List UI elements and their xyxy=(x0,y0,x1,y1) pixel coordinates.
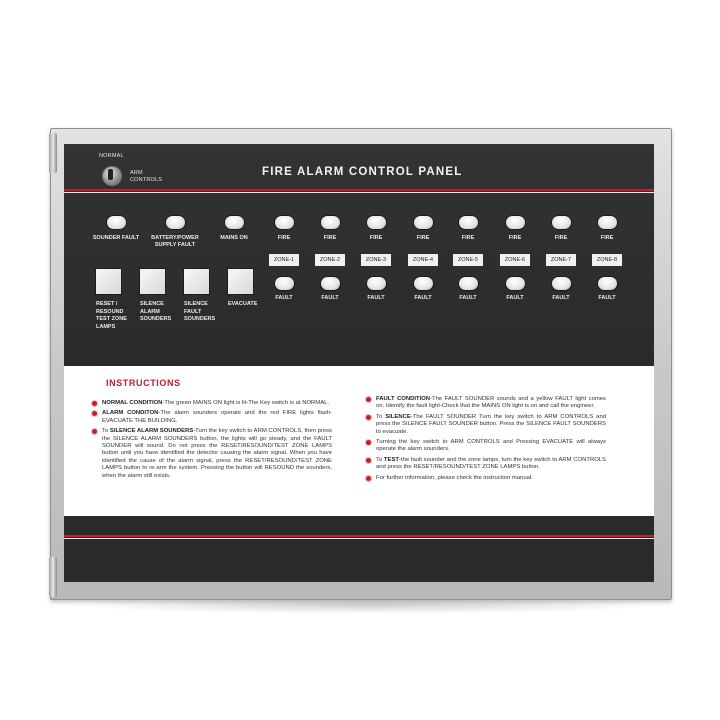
zone-4-tag: ZONE-4 xyxy=(408,254,438,266)
bottom-divider-red xyxy=(64,535,654,537)
bullet-icon xyxy=(92,411,97,416)
zone-1-fire-led xyxy=(275,216,294,229)
instruction-prefix: To xyxy=(102,428,110,435)
panel-title: FIRE ALARM CONTROL PANEL xyxy=(262,166,463,178)
mains-on-label: MAINS ON xyxy=(220,235,248,241)
zone-5-fire-label: FIRE xyxy=(461,235,475,241)
instruction-text: Turning the key switch to ARM CONTROLS and Pressing EVACUATE will always operate the alarm sounders. xyxy=(376,439,606,453)
battery-power-fault-led xyxy=(166,216,185,229)
instruction-text: -The alarm sounders operate and the red FIRE lights flash-EVACUATE THE BUILDING. xyxy=(102,410,332,424)
zone-8-fault-led xyxy=(598,277,617,290)
zone-7-fault-led xyxy=(552,277,571,290)
zone-3-fault-label: FAULT xyxy=(367,295,385,301)
zone-2-fault-label: FAULT xyxy=(321,295,339,301)
instructions-heading: INSTRUCTIONS xyxy=(106,378,181,388)
bullet-icon xyxy=(366,458,371,463)
hinge-bottom xyxy=(49,557,57,597)
supply-fault-label: SUPPLY FAULT xyxy=(154,242,196,248)
zone-8-fault-label: FAULT xyxy=(598,295,616,301)
instruction-item xyxy=(366,396,606,411)
instruction-text: -the fault sounder and the zone lamps, turn the key switch to ARM CONTROLS and press the RESET/RESOUND/TEST ZONE LAMPS button. xyxy=(376,456,606,471)
zone-6-fault-led xyxy=(506,277,525,290)
zone-7-fire-led xyxy=(552,216,571,229)
instruction-item xyxy=(366,439,606,454)
bullet-icon xyxy=(366,397,371,402)
battery-power-label: BATTERY/POWER xyxy=(151,235,199,241)
zone-2-fire-led xyxy=(321,216,340,229)
zone-4-fire-led xyxy=(414,216,433,229)
title-divider-white xyxy=(64,192,654,193)
zone-4-fault-led xyxy=(414,277,433,290)
zone-1-fire-label: FIRE xyxy=(277,235,291,241)
zone-1-fault-led xyxy=(275,277,294,290)
reset-label-line-4: LAMPS xyxy=(96,323,116,330)
zone-4-fire-label: FIRE xyxy=(416,235,430,241)
instructions-right-column xyxy=(366,396,606,485)
zone-2-tag: ZONE-2 xyxy=(315,254,345,266)
instruction-text: -The green MAINS ON light is lit-The Key switch is at NORMAL. xyxy=(162,400,330,406)
silence-fault-line-1: SILENCE xyxy=(184,301,208,307)
zone-3-fire-label: FIRE xyxy=(369,235,383,241)
bullet-icon xyxy=(92,429,97,434)
silence-alarm-line-3: SOUNDERS xyxy=(140,316,172,322)
sounder-fault-label: SOUNDER FAULT xyxy=(92,235,140,241)
keyswitch-normal-label: NORMAL xyxy=(99,153,124,159)
zone-8-tag: ZONE-8 xyxy=(592,254,622,266)
instruction-item xyxy=(366,414,606,436)
instruction-text: For further information, please check the instruction manual. xyxy=(376,474,533,481)
reset-resound-test-label xyxy=(96,301,140,331)
silence-fault-line-2: FAULT xyxy=(184,308,202,315)
instructions-left-column xyxy=(92,400,332,483)
silence-fault-sounders-button[interactable] xyxy=(184,269,209,294)
bottom-band xyxy=(64,516,654,582)
zone-6-fire-led xyxy=(506,216,525,229)
hinge-top xyxy=(49,133,57,173)
reset-label-line-2: RESOUND xyxy=(96,308,124,315)
zone-4-fault-label: FAULT xyxy=(414,295,432,301)
reset-label-line-3: TEST ZONE xyxy=(96,316,127,322)
key-slot-icon xyxy=(108,169,113,180)
instruction-text: -The FAULT SOUNDER Turn the key switch to ARM CONTROLS and press the SILENCE FAULT SOUNDER button. Press the SILENCE FAULT SOUNDERS to evacuate. xyxy=(376,413,606,435)
instruction-bold: SILENCE xyxy=(385,413,411,420)
instruction-text: -Turn the key switch to ARM CONTROLS, then press the SILENCE ALARM SOUNDERS button, the lights will go steady, and the FAULT SOUNDER will sound. Do not press the RESET/RESOUND/TEST ZONE LAMPS button until you have identified the detector causing the alarm signal. When you have identified the cause of the alarm signal, press the RESET/RESOUND/TEST ZONE LAMPS button to re-arm the system. Pressing the button will RESOUND the sounders, when the alarm still exists. xyxy=(102,428,332,479)
instruction-item xyxy=(366,457,606,472)
zone-6-fault-label: FAULT xyxy=(506,295,524,301)
instruction-item xyxy=(92,428,332,480)
silence-fault-line-3: SOUNDERS xyxy=(184,316,216,322)
keyswitch-controls-label: CONTROLS xyxy=(130,177,163,183)
zone-5-tag: ZONE-5 xyxy=(453,254,483,266)
reset-label-line-1: RESET / xyxy=(96,301,118,307)
zone-8-fire-label: FIRE xyxy=(600,235,614,241)
evacuate-label-line-1: EVACUATE xyxy=(228,301,258,307)
zone-1-tag: ZONE-1 xyxy=(269,254,299,266)
instruction-prefix: To xyxy=(376,413,386,420)
bottom-divider-white xyxy=(64,538,654,539)
zone-6-fire-label: FIRE xyxy=(508,235,522,241)
control-panel-face xyxy=(64,144,654,582)
instruction-bold: TEST xyxy=(383,456,399,463)
instruction-bold: FAULT CONDITION xyxy=(376,396,431,402)
silence-fault-sounders-label xyxy=(184,301,228,324)
zone-7-fire-label: FIRE xyxy=(554,235,568,241)
zone-3-tag: ZONE-3 xyxy=(361,254,391,266)
mains-on-led xyxy=(225,216,244,229)
instruction-prefix: To xyxy=(376,456,384,463)
silence-alarm-sounders-label xyxy=(140,301,184,324)
zone-2-fire-label: FIRE xyxy=(323,235,337,241)
zone-6-tag: ZONE-6 xyxy=(500,254,530,266)
silence-alarm-line-1: SILENCE xyxy=(140,301,164,307)
title-divider-red xyxy=(64,189,654,191)
reset-resound-test-button[interactable] xyxy=(96,269,121,294)
silence-alarm-line-2: ALARM xyxy=(140,308,160,315)
instruction-item xyxy=(366,475,606,482)
zone-3-fault-led xyxy=(367,277,386,290)
control-section xyxy=(64,144,654,366)
zone-5-fault-led xyxy=(459,277,478,290)
instruction-bold: NORMAL CONDITION xyxy=(102,400,163,406)
keyswitch-arm-label: ARM xyxy=(130,170,143,176)
zone-3-fire-led xyxy=(367,216,386,229)
silence-alarm-sounders-button[interactable] xyxy=(140,269,165,294)
bullet-icon xyxy=(92,401,97,406)
instruction-item xyxy=(92,400,332,407)
instruction-bold: SILENCE ALARM SOUNDERS xyxy=(109,428,194,435)
bullet-icon xyxy=(366,476,371,481)
bullet-icon xyxy=(366,415,371,420)
zone-2-fault-led xyxy=(321,277,340,290)
evacuate-label xyxy=(228,301,272,309)
bullet-icon xyxy=(366,440,371,445)
zone-5-fire-led xyxy=(459,216,478,229)
evacuate-button[interactable] xyxy=(228,269,253,294)
sounder-fault-led xyxy=(107,216,126,229)
instruction-bold: ALARM CONDITON xyxy=(102,410,159,417)
instructions-section xyxy=(64,366,654,516)
instruction-text: -The FAULT SOUNDER sounds and a yellow FAULT light comes on. Identify the fault light-Check that the MAINS ON light is on and call the engineer. xyxy=(376,396,606,410)
zone-7-fault-label: FAULT xyxy=(552,295,570,301)
zone-5-fault-label: FAULT xyxy=(459,295,477,301)
zone-8-fire-led xyxy=(598,216,617,229)
zone-7-tag: ZONE-7 xyxy=(546,254,576,266)
instruction-item xyxy=(92,410,332,425)
zone-1-fault-label: FAULT xyxy=(275,295,293,301)
